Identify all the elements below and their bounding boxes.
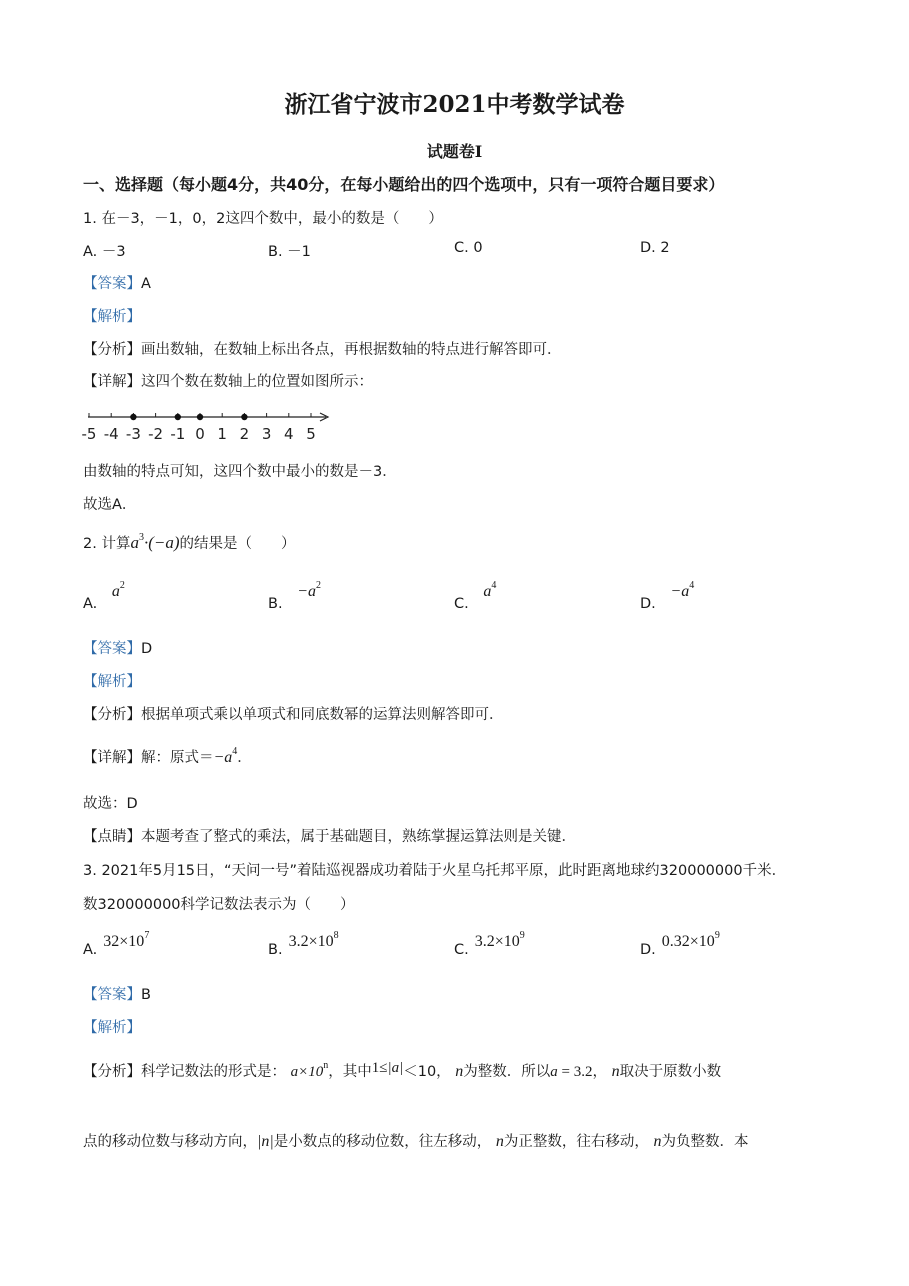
paper-subtitle: 试题卷I: [426, 142, 483, 161]
q2-option-d: [640, 580, 695, 613]
q3-option-a: [83, 930, 150, 959]
q1-analysis-tag: 【解析】: [83, 309, 141, 325]
q2-fenxi: 根据单项式乘以单项式和同底数幂的运算法则解答即可．: [141, 707, 504, 723]
q1-conclusion: 由数轴的特点可知，这四个数中最小的数是－3．: [83, 464, 397, 480]
q2-detail-line: [83, 746, 252, 767]
q3-option-b-expr: $3.2\times 10^8$: [288, 930, 339, 950]
q3-fenxi-line: [83, 1060, 721, 1081]
fenxi-tag: 【分析】: [83, 342, 141, 358]
number-line-tick-label: 2: [239, 425, 250, 443]
number-line-tick-label: 5: [306, 425, 316, 443]
number-line-tick-label: -1: [170, 425, 186, 443]
q3-stem-line1: 3. 2021年5月15日，“天问一号”着陆巡视器成功着陆于火星乌托邦平原，此时距离地球约320000000千米．: [83, 863, 787, 879]
fenxi-tag: 【分析】: [83, 1064, 141, 1080]
q2-stem-pre: 2. 计算: [83, 536, 131, 552]
q1-detail: 这四个数在数轴上的位置如图所示：: [141, 374, 373, 390]
q3-var-n3: n: [495, 1133, 504, 1150]
q1-choose: 故选A．: [83, 497, 137, 513]
answer-tag: 【答案】: [83, 987, 141, 1003]
section-heading: 一、选择题（每小题4分，共40分，在每小题给出的四个选项中，只有一项符合题目要求）: [83, 175, 725, 194]
q3-option-b: [268, 930, 339, 959]
q3-analysis-tag: 【解析】: [83, 1020, 141, 1036]
q2-option-c-expr: $a^4$: [483, 580, 497, 600]
dianjing-tag: 【点睛】: [83, 829, 141, 845]
q2-option-c: [454, 580, 497, 613]
q3-line2-1: 点的移动位数与移动方向，: [83, 1134, 257, 1150]
number-line-tick-label: 1: [217, 425, 227, 443]
q2-option-d-expr: $-a^4$: [670, 580, 695, 600]
q3-option-d-expr: $0.32\times 10^9$: [661, 930, 720, 950]
q3-fenxi-4: 为整数．所以: [463, 1064, 551, 1080]
q1-answer: A: [141, 276, 151, 292]
q1-answer-line: [83, 272, 151, 293]
number-line-tick-label: -5: [81, 425, 97, 443]
q3-abs-n: |n|: [257, 1133, 274, 1150]
q2-choose: 故选：D: [83, 796, 138, 812]
q3-fenxi-5: ，: [592, 1064, 607, 1080]
number-line-tick-label: 4: [284, 425, 294, 443]
q2-dianjing-line: [83, 825, 576, 846]
q3-formula-ax10n: $a\times 10^n$: [290, 1060, 329, 1080]
number-line-tick-label: -4: [103, 425, 119, 443]
q2-answer: D: [141, 641, 153, 657]
answer-tag: 【答案】: [83, 641, 141, 657]
number-line-tick-label: 3: [261, 425, 272, 443]
q3-var-n4: n: [653, 1133, 662, 1150]
q2-option-b: [268, 580, 321, 613]
page-title: 浙江省宁波市2021中考数学试卷: [284, 91, 625, 118]
q2-option-a-letter: A.: [83, 596, 98, 612]
number-line-tick-label: 0: [195, 425, 205, 443]
q3-answer-line: [83, 983, 151, 1004]
q3-option-c-expr: $3.2\times 10^9$: [474, 930, 525, 950]
number-line-tick-label: -2: [148, 425, 164, 443]
q2-answer-line: [83, 637, 152, 658]
q3-option-a-letter: A.: [83, 942, 98, 958]
q2-option-a: [83, 580, 125, 613]
q2-dianjing: 本题考查了整式的乘法，属于基础题目，熟练掌握运算法则是关键．: [141, 829, 576, 845]
q2-option-a-expr: $a^2$: [111, 580, 125, 600]
number-line-point: [241, 414, 247, 420]
q1-detail-line: [83, 370, 373, 391]
q3-option-b-letter: B.: [268, 942, 283, 958]
q1-option-a: A. －3: [83, 244, 126, 260]
q2-option-b-letter: B.: [268, 596, 283, 612]
q3-stem-line2: 数320000000科学记数法表示为（ ）: [83, 897, 355, 913]
q1-stem: 1. 在－3，－1，0，2这四个数中，最小的数是（ ）: [83, 211, 443, 227]
number-line-point: [175, 414, 181, 420]
number-line: [80, 405, 340, 445]
detail-tag: 【详解】: [83, 750, 141, 766]
number-line-tick-label: -3: [125, 425, 141, 443]
q1-option-d: D. 2: [640, 240, 670, 256]
number-line-point: [197, 414, 203, 420]
q3-answer: B: [141, 987, 151, 1003]
q3-option-a-expr: $32\times 10^7$: [103, 930, 150, 950]
q3-option-d: [640, 930, 720, 959]
number-line-point: [130, 414, 136, 420]
q2-analysis-tag: 【解析】: [83, 674, 141, 690]
q2-fenxi-line: [83, 703, 504, 724]
q1-fenxi-line: [83, 338, 562, 359]
q2-detail-pre: 解：原式＝: [141, 750, 214, 766]
q2-stem-post: 的结果是（ ）: [179, 536, 296, 552]
q1-fenxi: 画出数轴，在数轴上标出各点，再根据数轴的特点进行解答即可．: [141, 342, 562, 358]
q2-expression: $a^3\cdot(-a)$: [130, 532, 180, 552]
q3-line2-4: 为负整数．本: [661, 1134, 749, 1150]
q2-stem-line: [83, 532, 296, 553]
q2-option-c-letter: C.: [454, 596, 469, 612]
q1-option-b: B. －1: [268, 244, 311, 260]
q3-fenxi-line2: [83, 1130, 749, 1151]
q2-option-b-expr: $-a^2$: [297, 580, 321, 600]
q3-option-d-letter: D.: [640, 942, 656, 958]
detail-tag: 【详解】: [83, 374, 141, 390]
q3-formula-abs-a: 1≤|a|: [371, 1060, 404, 1076]
q2-detail-post: ．: [237, 750, 252, 766]
q3-fenxi-6: 取决于原数小数: [619, 1064, 722, 1080]
answer-tag: 【答案】: [83, 276, 141, 292]
q2-detail-expr: $-a^4$: [213, 746, 238, 766]
q1-option-c: C. 0: [454, 240, 483, 256]
q3-line2-3: 为正整数，往右移动，: [503, 1134, 649, 1150]
q3-option-c: [454, 930, 525, 959]
q3-formula-a-eq: a = 3.2: [550, 1064, 593, 1080]
q3-var-n: n: [455, 1063, 464, 1080]
q2-option-d-letter: D.: [640, 596, 656, 612]
q3-fenxi-1: 科学记数法的形式是：: [141, 1064, 286, 1080]
q3-option-c-letter: C.: [454, 942, 469, 958]
fenxi-tag: 【分析】: [83, 707, 141, 723]
q3-fenxi-2: ，其中: [328, 1064, 372, 1080]
q3-var-n2: n: [611, 1063, 620, 1080]
q3-fenxi-3: ＜10，: [403, 1064, 451, 1080]
q3-line2-2: 是小数点的移动位数，往左移动，: [273, 1134, 492, 1150]
